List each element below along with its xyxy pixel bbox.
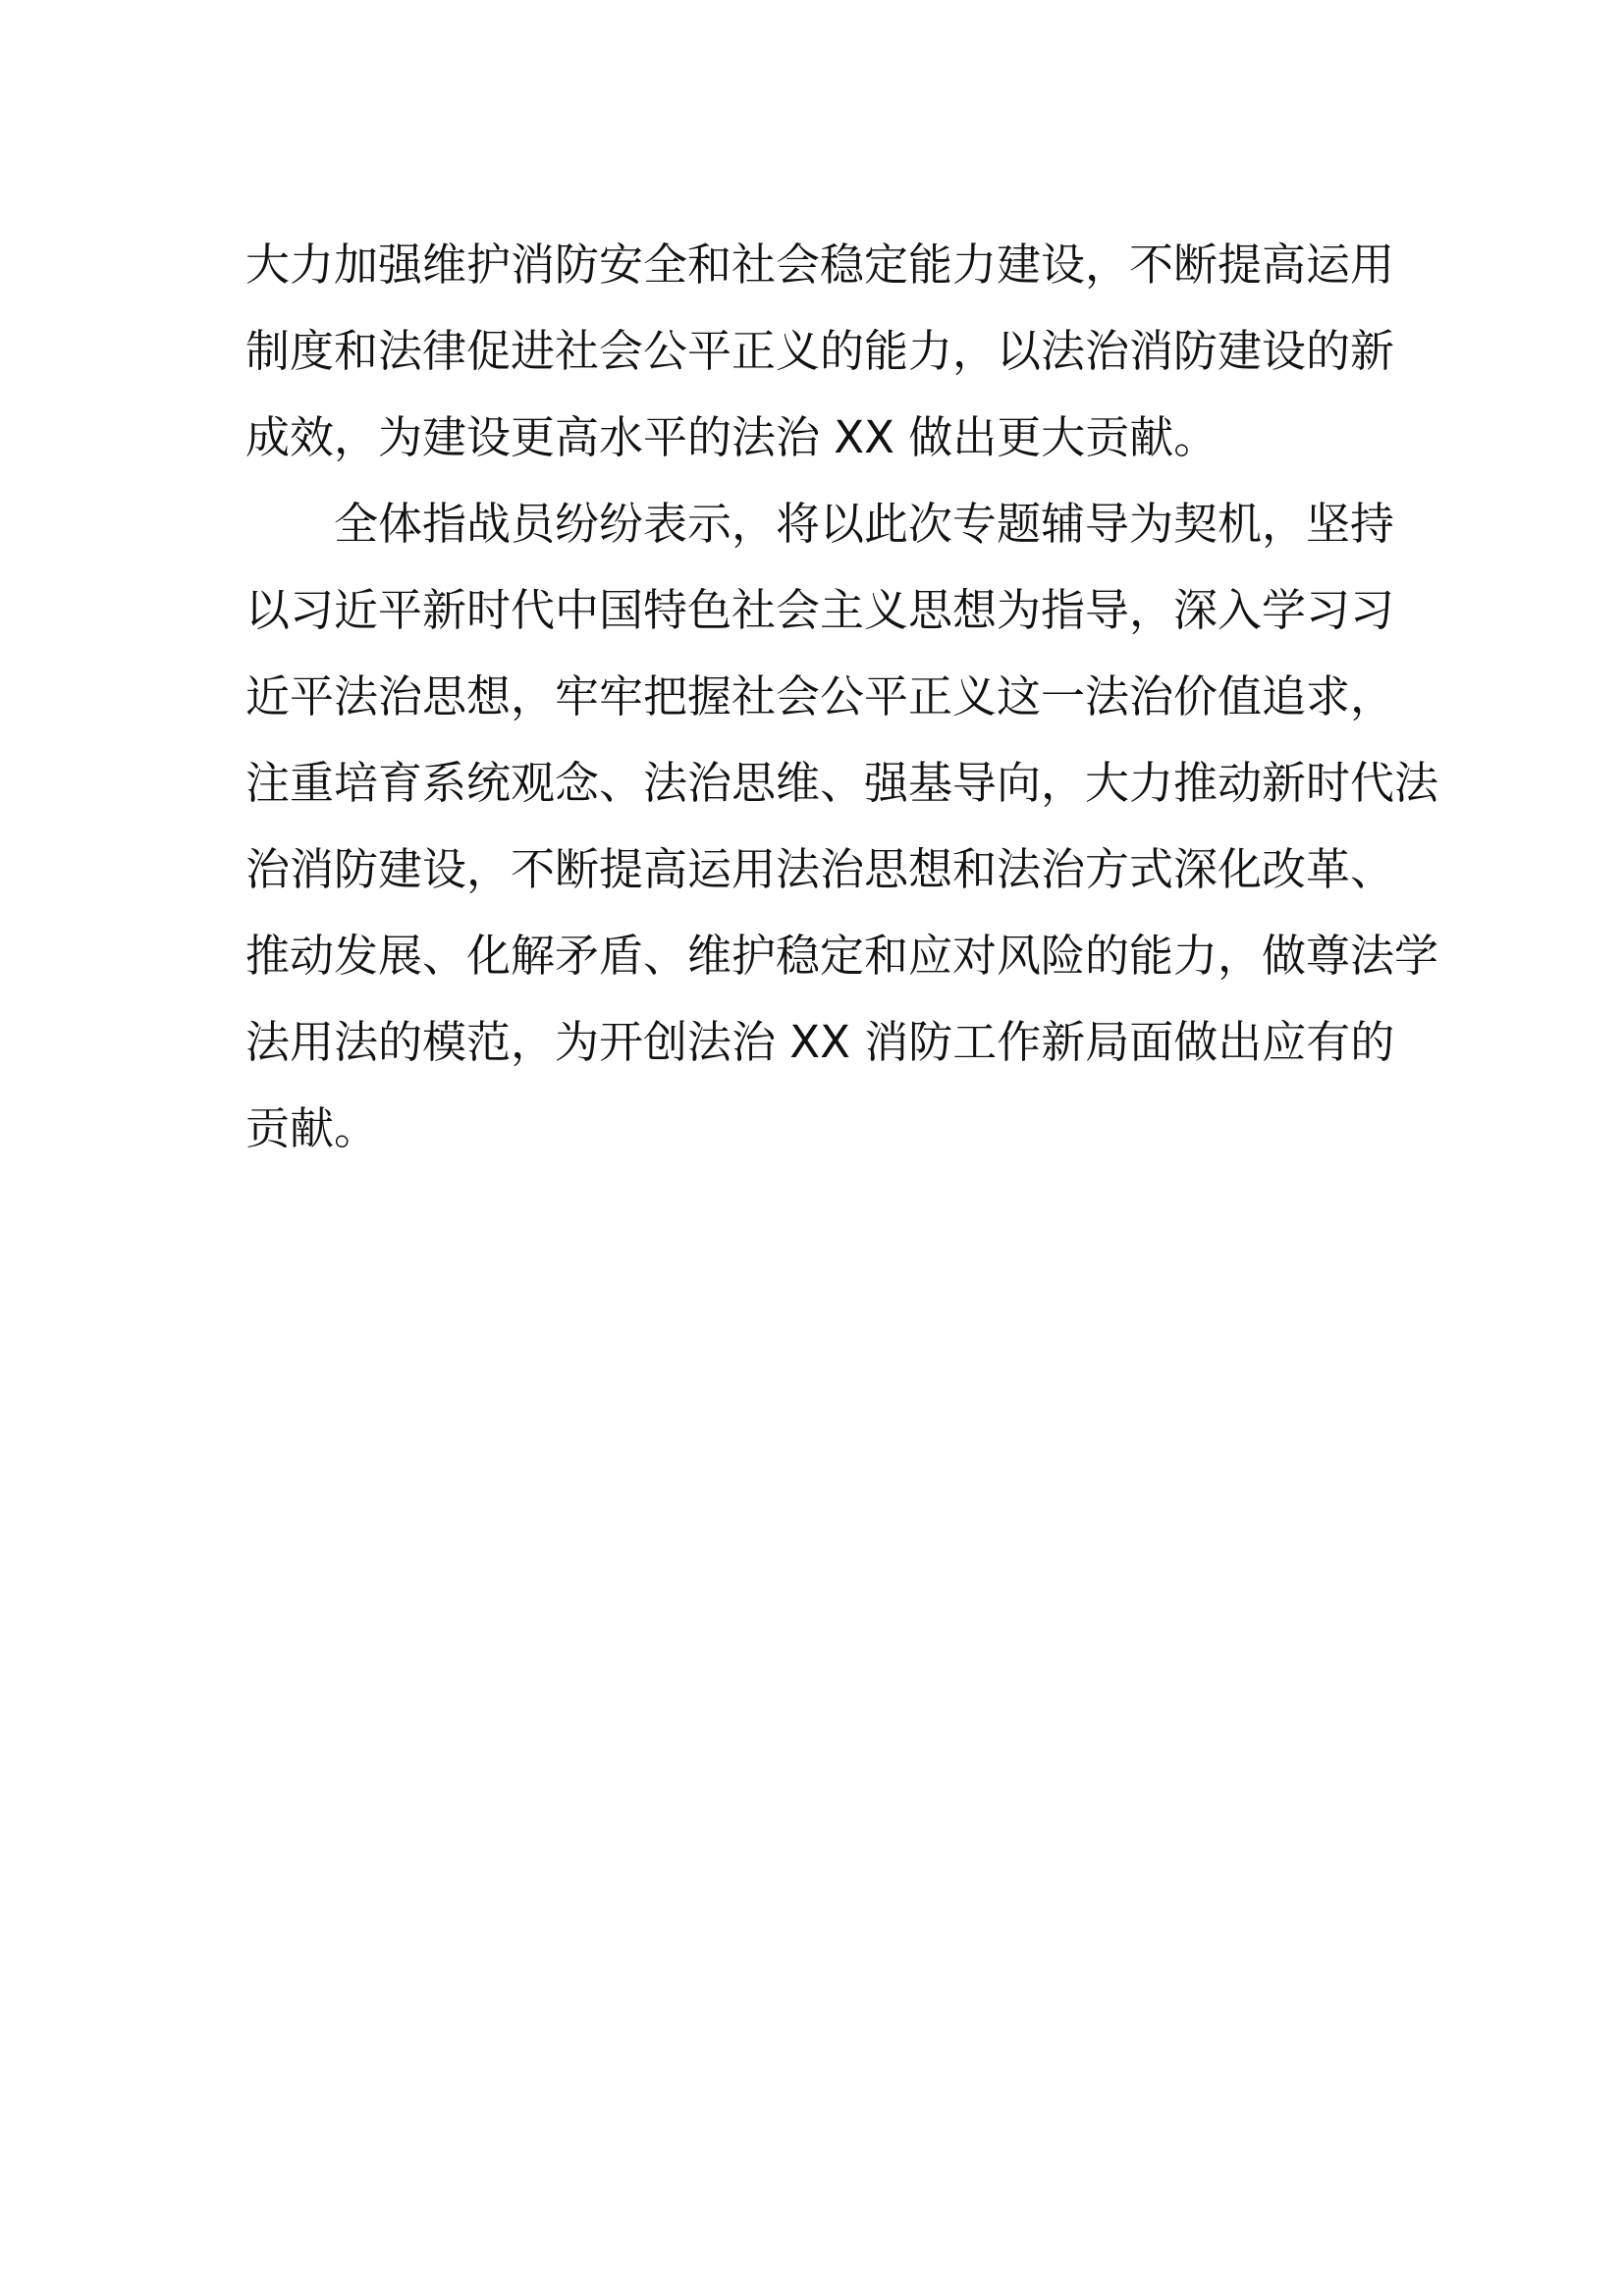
text-line: 成效，为建设更高水平的法治 XX 做出更大贡献。 (245, 411, 1218, 463)
text-line: 近平法治思想，牢牢把握社会公平正义这一法治价值追求， (245, 670, 1395, 722)
paragraph-1 (245, 222, 1395, 481)
text-line: 治消防建设，不断提高运用法治思想和法治方式深化改革、 (245, 843, 1395, 895)
text-line: 以习近平新时代中国特色社会主义思想为指导，深入学习习 (245, 584, 1395, 636)
text-line: 制度和法律促进社会公平正义的能力，以法治消防建设的新 (245, 325, 1395, 377)
text-line: 推动发展、化解矛盾、维护稳定和应对风险的能力，做尊法学 (245, 930, 1439, 982)
text-line: 贡献。 (245, 1102, 379, 1154)
document-body (245, 222, 1439, 1172)
text-line: 全体指战员纷纷表示，将以此次专题辅导为契机，坚持 (334, 498, 1395, 550)
paragraph-2 (245, 481, 1439, 1172)
text-line: 法用法的模范，为开创法治 XX 消防工作新局面做出应有的 (245, 1016, 1395, 1068)
text-line: 注重培育系统观念、法治思维、强基导向，大力推动新时代法 (245, 757, 1439, 809)
text-line: 大力加强维护消防安全和社会稳定能力建设，不断提高运用 (245, 239, 1395, 291)
